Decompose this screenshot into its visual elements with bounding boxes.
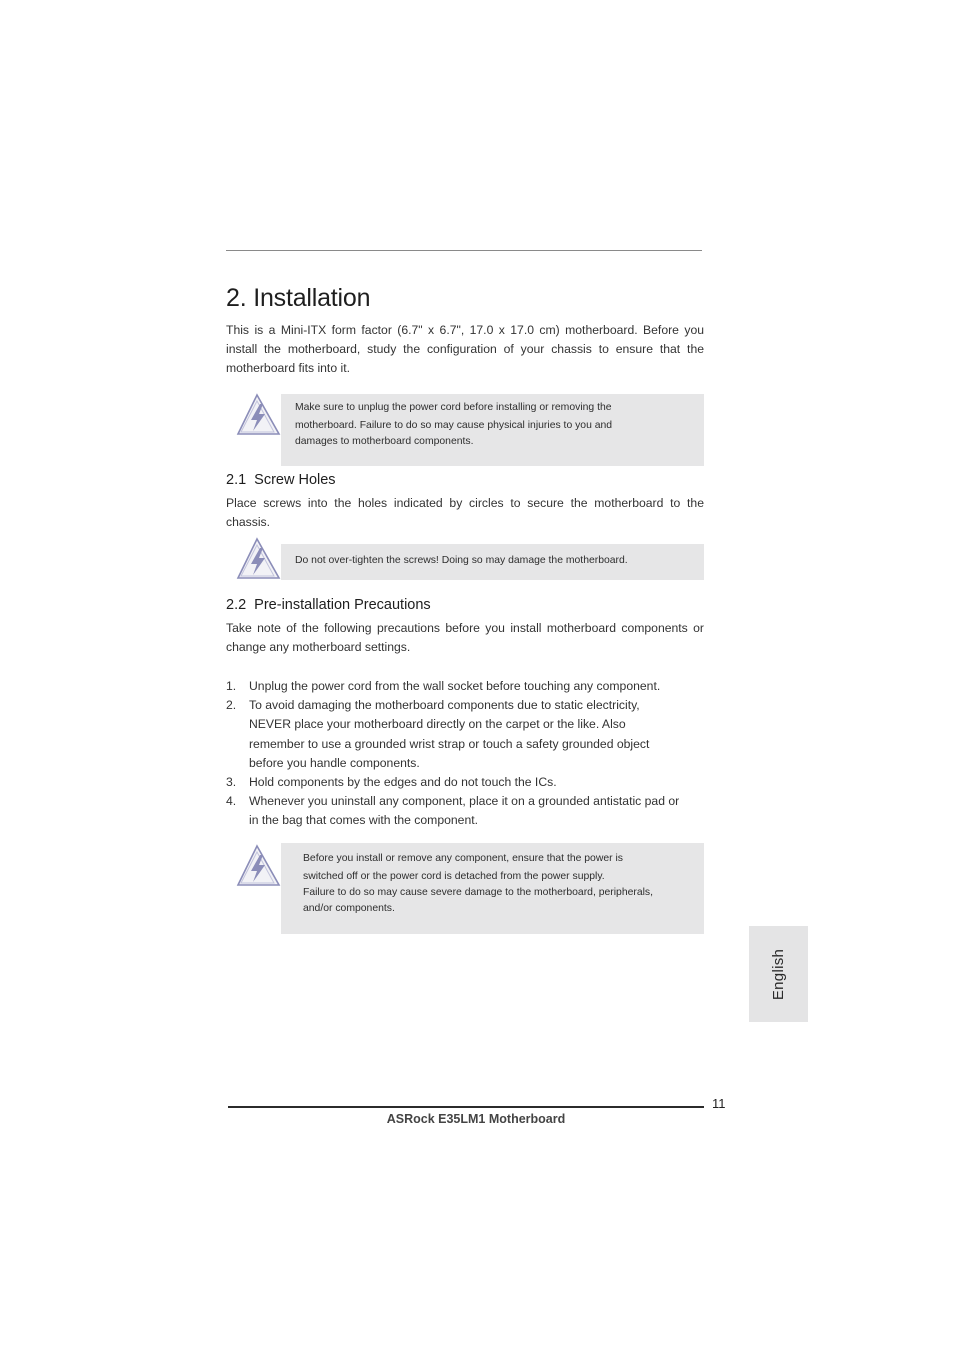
footer-product-name: ASRock E35LM1 Motherboard [386, 1112, 566, 1126]
intro-paragraph [226, 321, 704, 379]
list-item [226, 792, 704, 830]
note-unplug-power [281, 394, 704, 466]
note-line: and/or components. [303, 903, 395, 914]
list-number: 4. [226, 794, 237, 809]
precautions-text: Take note of the following precautions before you install motherboard components or change any motherboard settings. [226, 621, 704, 655]
note-over-tighten [281, 544, 704, 580]
warning-triangle-icon [236, 843, 282, 889]
list-item [226, 773, 704, 792]
bottom-rule [228, 1106, 704, 1108]
list-number: 1. [226, 679, 237, 693]
screw-holes-paragraph [226, 494, 704, 532]
page-number: 11 [712, 1096, 726, 1111]
note-line: Do not over-tighten the screws! Doing so may damage the motherboard. [295, 555, 628, 566]
section-number: 2.1 [226, 472, 247, 488]
note-line: Failure to do so may cause severe damage to the motherboard, peripherals, [303, 887, 654, 898]
list-number: 2. [226, 698, 237, 713]
warning-triangle-icon [236, 392, 282, 438]
list-line: in the bag that comes with the component. [249, 813, 478, 828]
intro-text: This is a Mini-ITX form factor (6.7" x 6.7", 17.0 x 17.0 cm) motherboard. Before you install the motherboard, study the configuration of your chassis to ensure that the motherboard fits into it. [226, 323, 704, 376]
language-tab [749, 926, 808, 1022]
note-line: Make sure to unplug the power cord before installing or removing the [295, 402, 612, 413]
note-line: motherboard. Failure to do so may cause physical injuries to you and [295, 419, 613, 431]
section-title: Screw Holes [254, 472, 336, 488]
warning-triangle-icon [236, 536, 282, 582]
list-line: remember to use a grounded wrist strap or touch a safety grounded object [249, 736, 650, 751]
list-item [226, 696, 704, 773]
list-line: Unplug the power cord from the wall socket before touching any component. [249, 679, 661, 693]
section-title: Pre-installation Precautions [254, 597, 431, 613]
list-line: Whenever you uninstall any component, place it on a grounded antistatic pad or [249, 794, 680, 809]
section-number: 2.2 [226, 597, 247, 613]
note-power-off [281, 843, 704, 934]
list-line: before you handle components. [249, 755, 420, 770]
precautions-paragraph [226, 619, 704, 657]
list-line: Hold components by the edges and do not touch the ICs. [249, 775, 557, 790]
section-heading-screw-holes [226, 472, 336, 488]
top-rule [226, 250, 702, 251]
list-line: To avoid damaging the motherboard components due to static electricity, [249, 698, 640, 713]
section-heading-precautions [226, 597, 431, 613]
screw-holes-text: Place screws into the holes indicated by circles to secure the motherboard to the chassis. [226, 496, 704, 530]
note-line: switched off or the power cord is detached from the power supply. [303, 870, 605, 882]
list-item [226, 677, 704, 696]
note-line: Before you install or remove any component, ensure that the power is [303, 853, 623, 864]
list-line: NEVER place your motherboard directly on the carpet or the like. Also [249, 717, 626, 732]
language-label: English [769, 948, 787, 1000]
note-line: damages to motherboard components. [295, 436, 474, 447]
page-title: 2. Installation [226, 284, 371, 312]
list-number: 3. [226, 775, 237, 790]
precautions-list [226, 677, 704, 831]
